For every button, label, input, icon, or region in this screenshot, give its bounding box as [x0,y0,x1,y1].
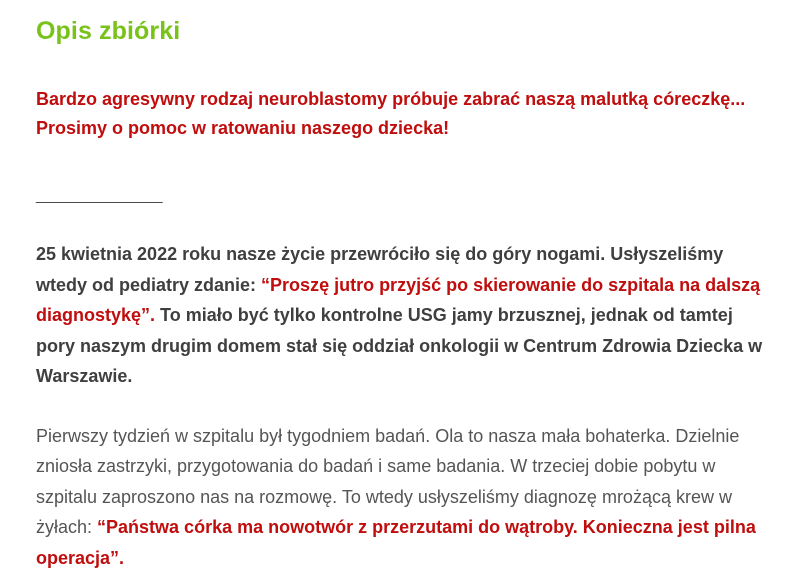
story-paragraph-2 [36,421,775,573]
text-divider: _______________ [36,186,775,206]
intro-text: Bardzo agresywny rodzaj neuroblastomy próbuje zabrać naszą malutką córeczkę... Prosimy o pomoc w ratowaniu naszego dziecka! [36,85,775,143]
story-paragraph-1 [36,239,775,392]
pediatrician-quote: “Proszę jutro przyjść po skierowanie do szpitala na dalszą diagnostykę”. [36,275,760,326]
paragraph-2-text: Pierwszy tydzień w szpitalu był tygodniem badań. Ola to nasza mała bohaterka. Dzielnie zniosła zastrzyki, przygotowania do badań i same badania. W trzeciej dobie pobytu w szpitalu zaproszono nas na rozmowę. To wtedy usłyszeliśmy diagnozę mrożącą krew w żyłach: [36,426,739,538]
diagnosis-quote: “Państwa córka ma nowotwór z przerzutami do wątroby. Konieczna jest pilna operacja”. [36,517,756,568]
paragraph-1-text: 25 kwietnia 2022 roku nasze życie przewróciło się do góry nogami. Usłyszeliśmy wtedy od pediatry zdanie: [36,244,723,295]
paragraph-1-continuation: To miało być tylko kontrolne USG jamy brzusznej, jednak od tamtej pory naszym drugim domem stał się oddział onkologii w Centrum Zdrowia Dziecka w Warszawie. [36,305,762,386]
section-title: Opis zbiórki [36,14,775,48]
